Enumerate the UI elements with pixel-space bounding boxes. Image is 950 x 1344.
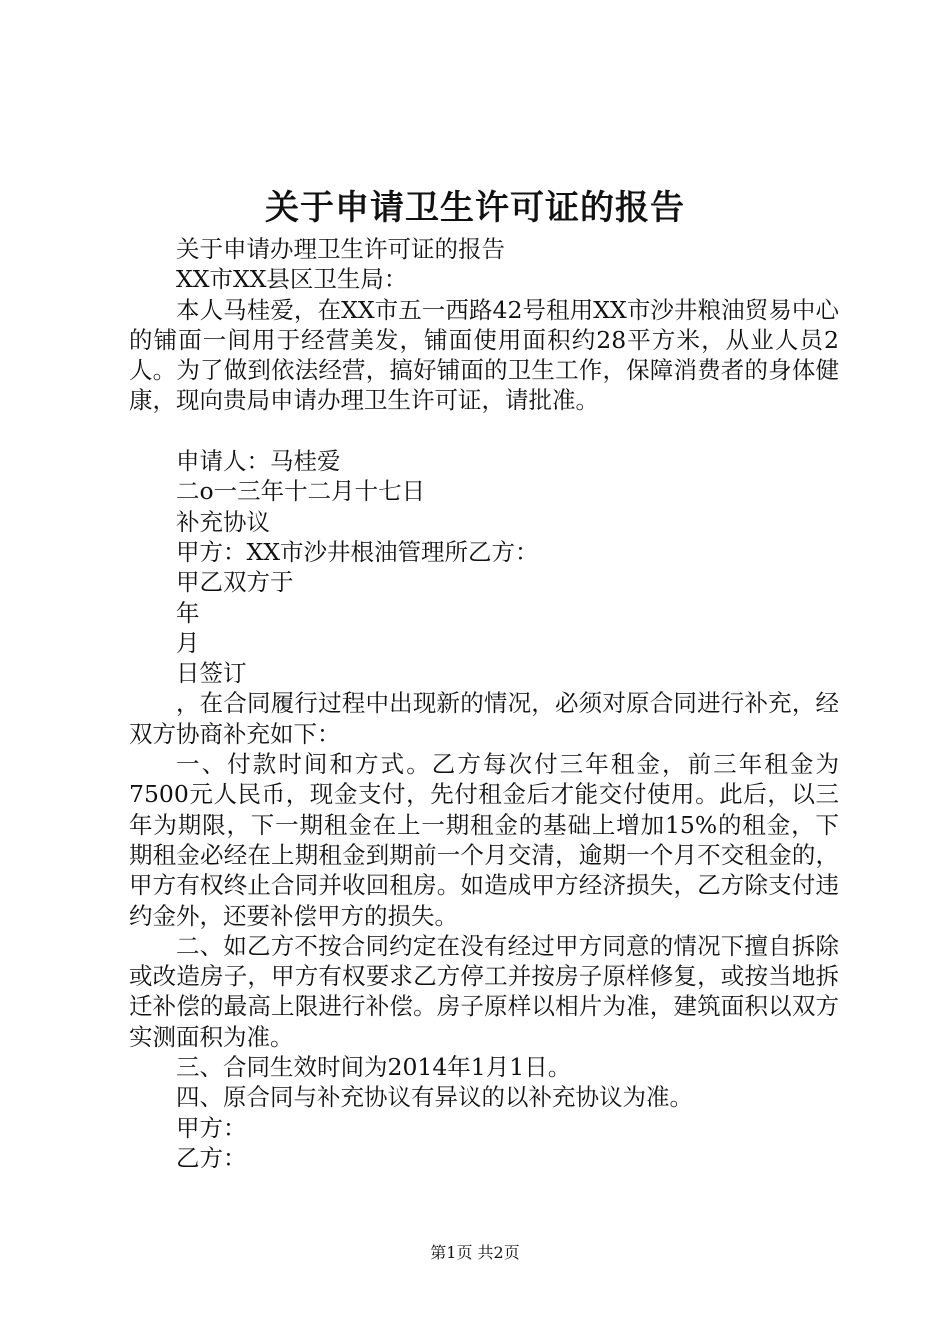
clause-1-paragraph: 一、付款时间和方式。乙方每次付三年租金，前三年租金为7500元人民币，现金支付，先付租金后才能交付使用。此后，以三年为期限，下一期租金在上一期租金的基础上增加15%的租金，下期租金必经在上期租金到期前一个月交清，逾期一个月不交租金的，甲方有权终止合同并收回租房。如造成甲方经济损失，乙方除支付违约金外，还要补偿甲方的损失。 (129, 750, 839, 930)
party-a-signature: 甲方： (176, 1113, 247, 1142)
signing-line-2: 年 (176, 598, 200, 627)
signing-line-1: 甲乙双方于 (176, 568, 294, 597)
page-footer: 第1页 共2页 (430, 1243, 520, 1262)
clause-2-paragraph: 二、如乙方不按合同约定在没有经过甲方同意的情况下擅自拆除或改造房子，甲方有权要求乙方停工并按房子原样修复，或按当地拆迁补偿的最高上限进行补偿。房子原样以相片为准，建筑面积以双方实测面积为准。 (129, 931, 839, 1051)
signing-line-3: 月 (176, 628, 200, 657)
applicant-line: 申请人：马桂爱 (176, 447, 341, 476)
supplement-intro-paragraph: ，在合同履行过程中出现新的情况，必须对原合同进行补充，经双方协商补充如下： (129, 689, 839, 748)
agreement-heading: 补充协议 (176, 507, 270, 536)
clause-3-paragraph: 三、合同生效时间为2014年1月1日。 (176, 1053, 572, 1082)
parties-line: 甲方：XX市沙井根油管理所乙方： (176, 537, 539, 566)
document-title: 关于申请卫生许可证的报告 (265, 188, 685, 228)
document-body (129, 234, 839, 1173)
addressee: XX市XX县区卫生局： (176, 265, 408, 294)
application-paragraph: 本人马桂爱，在XX市五一西路42号租用XX市沙井粮油贸易中心的铺面一间用于经营美发，铺面使用面积约28平方米，从业人员2人。为了做到依法经营，搞好铺面的卫生工作，保障消费者的身体健康，现向贵局申请办理卫生许可证，请批准。 (129, 295, 839, 415)
signing-line-4: 日签订 (176, 659, 247, 688)
date-line: 二o一三年十二月十七日 (176, 477, 426, 506)
report-heading: 关于申请办理卫生许可证的报告 (176, 235, 505, 263)
clause-4-paragraph: 四、原合同与补充协议有异议的以补充协议为准。 (176, 1083, 693, 1112)
party-b-signature: 乙方： (176, 1143, 247, 1172)
